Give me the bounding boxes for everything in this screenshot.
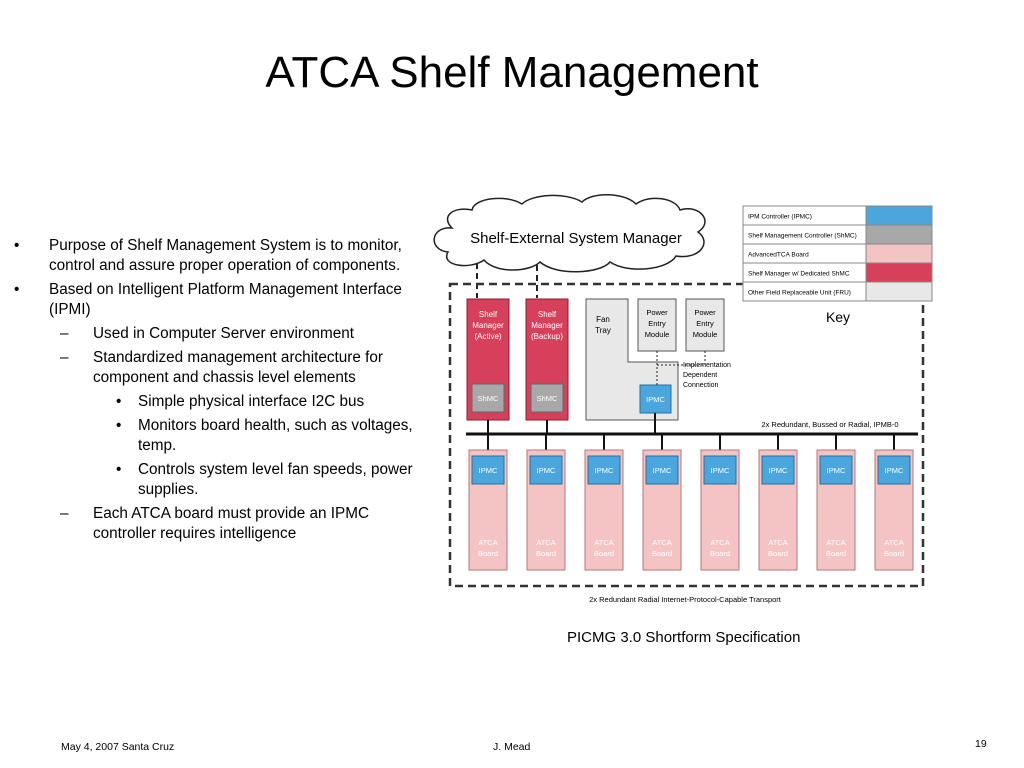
- board-label-line2: Board: [593, 549, 615, 558]
- board-label-line1: ATCA: [826, 538, 846, 547]
- shmc-label: ShMC: [536, 394, 558, 403]
- pem-line1: Power: [646, 308, 668, 317]
- atca-boards: [469, 434, 913, 570]
- bullet-text: Simple physical interface I2C bus: [138, 393, 365, 410]
- atca-board-slot: [759, 434, 797, 570]
- bullet-marker: –: [60, 505, 69, 522]
- slide-title: ATCA Shelf Management: [265, 48, 759, 97]
- atca-board-slot: [701, 434, 739, 570]
- pem-line3: Module: [644, 330, 670, 339]
- bullet-text: Each ATCA board must provide an IPMC controller requires intelligence: [93, 505, 370, 542]
- bullet-marker: •: [116, 417, 122, 434]
- cloud-label: Shelf-External System Manager: [470, 230, 682, 247]
- bullet-text: Purpose of Shelf Management System is to monitor, control and assure proper operation of components.: [49, 237, 402, 274]
- key-row: [743, 282, 932, 301]
- pem-line1: Power: [694, 308, 716, 317]
- power-entry-module-1: [638, 299, 676, 351]
- fan-tray-line1: Fan: [596, 315, 610, 324]
- board-label-line2: Board: [767, 549, 789, 558]
- board-label-line1: ATCA: [884, 538, 904, 547]
- atca-board-slot: [817, 434, 855, 570]
- bullet-text: Standardized management architecture for component and chassis level elements: [93, 349, 383, 386]
- figure-caption: PICMG 3.0 Shortform Specification: [567, 629, 801, 646]
- footer-date: May 4, 2007 Santa Cruz: [61, 741, 175, 753]
- shelf-manager-backup-line2: Manager: [531, 321, 563, 330]
- key-swatch: [866, 206, 932, 225]
- shelf-manager-active-line1: Shelf: [478, 310, 498, 319]
- bullet-text: Monitors board health, such as voltages, temp.: [138, 417, 413, 454]
- pem-line2: Entry: [648, 319, 666, 328]
- pem-line3: Module: [692, 330, 718, 339]
- atca-board-slot: [469, 434, 507, 570]
- shelf-manager-active-line2: Manager: [472, 321, 504, 330]
- shelf-manager-active: [467, 299, 509, 420]
- key-row: [743, 244, 932, 263]
- transport-label: 2x Redundant Radial Internet-Protocol-Capable Transport: [589, 595, 781, 604]
- board-label-line2: Board: [535, 549, 557, 558]
- shelf-manager-backup-line1: Shelf: [537, 310, 557, 319]
- key-label: IPM Controller (IPMC): [748, 213, 812, 221]
- bullet-text: Used in Computer Server environment: [93, 325, 355, 342]
- board-ipmc-label: IPMC: [652, 466, 672, 475]
- board-ipmc-label: IPMC: [478, 466, 498, 475]
- shelf-manager-active-line3: (Active): [474, 332, 502, 341]
- board-label-line2: Board: [825, 549, 847, 558]
- shelf-manager-backup: [526, 299, 568, 420]
- key-label: Other Field Replaceable Unit (FRU): [748, 289, 851, 297]
- board-label-line1: ATCA: [652, 538, 672, 547]
- board-label-line2: Board: [477, 549, 499, 558]
- board-ipmc-label: IPMC: [594, 466, 614, 475]
- bullet-marker: •: [14, 281, 20, 298]
- ipmb-label: 2x Redundant, Bussed or Radial, IPMB-0: [761, 420, 899, 429]
- atca-board-slot: [527, 434, 565, 570]
- key-row: [743, 206, 932, 225]
- bullet-marker: –: [60, 349, 69, 366]
- board-label-line2: Board: [883, 549, 905, 558]
- board-ipmc-label: IPMC: [826, 466, 846, 475]
- board-ipmc-label: IPMC: [536, 466, 556, 475]
- key-title: Key: [825, 309, 851, 325]
- impl-note-line1: Implementation: [683, 362, 731, 369]
- atca-board-slot: [875, 434, 913, 570]
- key-row: [743, 225, 932, 244]
- impl-note-line2: Dependent: [683, 372, 718, 379]
- key-swatch: [866, 263, 932, 282]
- atca-board-slot: [643, 434, 681, 570]
- board-label-line1: ATCA: [478, 538, 498, 547]
- page-number: 19: [975, 738, 987, 750]
- board-label-line1: ATCA: [710, 538, 730, 547]
- bullet-marker: •: [116, 461, 122, 478]
- board-label-line1: ATCA: [768, 538, 788, 547]
- board-label-line1: ATCA: [536, 538, 556, 547]
- power-entry-module-2: [686, 299, 724, 351]
- fan-tray-line2: Tray: [595, 326, 611, 335]
- shmc-label: ShMC: [477, 394, 499, 403]
- bullet-text: Controls system level fan speeds, power supplies.: [138, 461, 413, 498]
- legend-key: [743, 206, 932, 325]
- board-label-line1: ATCA: [594, 538, 614, 547]
- atca-board-slot: [585, 434, 623, 570]
- bullet-marker: •: [116, 393, 122, 410]
- key-label: Shelf Manager w/ Dedicated ShMC: [748, 270, 850, 278]
- key-label: Shelf Management Controller (ShMC): [748, 232, 857, 240]
- key-row: [743, 263, 932, 282]
- key-swatch: [866, 225, 932, 244]
- cloud: [434, 195, 705, 272]
- key-swatch: [866, 244, 932, 263]
- footer-author: J. Mead: [493, 741, 531, 753]
- board-ipmc-label: IPMC: [768, 466, 788, 475]
- key-label: AdvancedTCA Board: [748, 251, 809, 259]
- board-ipmc-label: IPMC: [710, 466, 730, 475]
- board-label-line2: Board: [709, 549, 731, 558]
- bullet-marker: •: [14, 237, 20, 254]
- fan-tray-ipmc-label: IPMC: [646, 395, 665, 404]
- bullet-marker: –: [60, 325, 69, 342]
- key-swatch: [866, 282, 932, 301]
- bullet-text: Based on Intelligent Platform Management Interface (IPMI): [49, 281, 402, 318]
- pem-line2: Entry: [696, 319, 714, 328]
- impl-note-line3: Connection: [683, 382, 719, 389]
- shelf-manager-backup-line3: (Backup): [530, 332, 564, 341]
- board-ipmc-label: IPMC: [884, 466, 904, 475]
- board-label-line2: Board: [651, 549, 673, 558]
